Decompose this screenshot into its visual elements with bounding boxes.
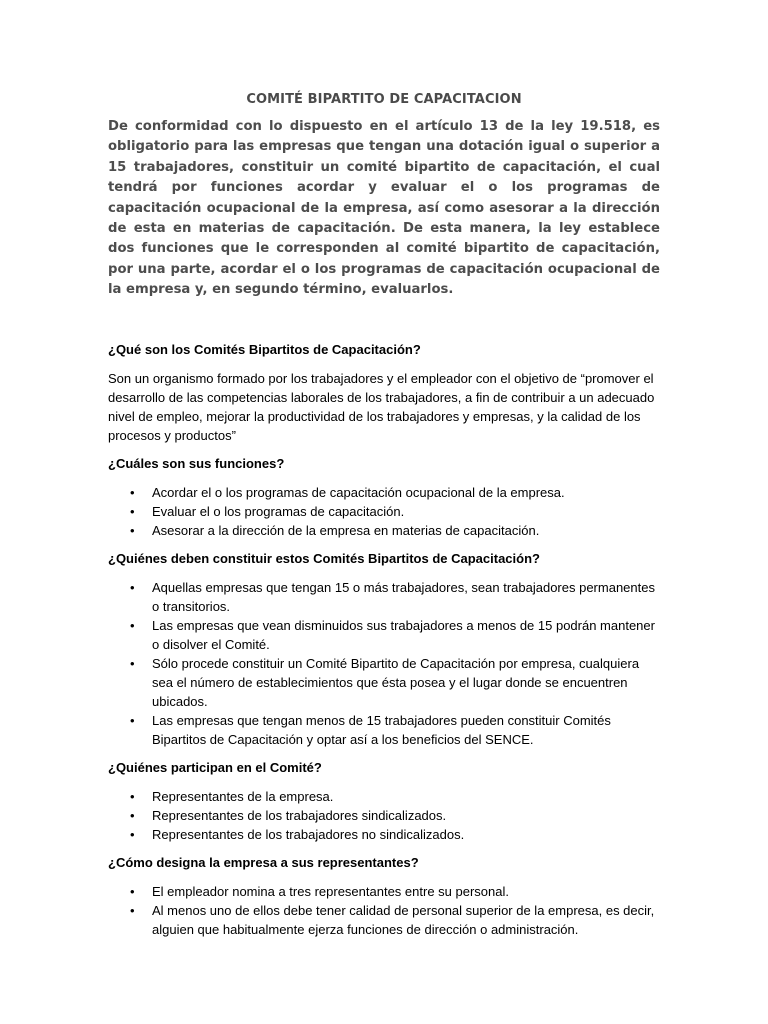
bullet-icon: • xyxy=(130,902,135,918)
bullet-icon: • xyxy=(130,522,135,538)
list-item-text: Las empresas que tengan menos de 15 trabajadores pueden constituir Comités Bipartitos de Capacitación y optar así a los beneficios del SENCE. xyxy=(152,712,611,747)
question-participants: ¿Quiénes participan en el Comité? xyxy=(108,759,322,775)
list-item-text: Acordar el o los programas de capacitación ocupacional de la empresa. xyxy=(152,484,565,500)
bullet-icon: • xyxy=(130,807,135,823)
bullet-icon: • xyxy=(130,712,135,728)
functions-list xyxy=(108,483,660,540)
bullet-icon: • xyxy=(130,579,135,595)
list-item-text: Representantes de los trabajadores sindicalizados. xyxy=(152,807,447,823)
answer-what: Son un organismo formado por los trabajadores y el empleador con el objetivo de “promover el desarrollo de las competencias laborales de los trabajadores, a fin de contribuir a un adecuado nivel de empleo, mejorar la productividad de los trabajadores y empresas, y la calidad de los procesos y productos” xyxy=(108,370,655,443)
question-who-constitutes: ¿Quiénes deben constituir estos Comités Bipartitos de Capacitación? xyxy=(108,550,540,566)
list-item xyxy=(108,578,660,616)
list-item xyxy=(108,806,660,825)
list-item xyxy=(108,882,660,901)
bullet-icon: • xyxy=(130,788,135,804)
list-item xyxy=(108,521,660,540)
participants-list xyxy=(108,787,660,844)
list-item-text: El empleador nomina a tres representantes entre su personal. xyxy=(152,883,509,899)
designation-list xyxy=(108,882,660,939)
bullet-icon: • xyxy=(130,617,135,633)
document-title: COMITÉ BIPARTITO DE CAPACITACION xyxy=(246,92,522,107)
list-item-text: Representantes de los trabajadores no sindicalizados. xyxy=(152,826,465,842)
question-what: ¿Qué son los Comités Bipartitos de Capacitación? xyxy=(108,341,421,357)
list-item xyxy=(108,483,660,502)
list-item-text: Evaluar el o los programas de capacitación. xyxy=(152,503,405,519)
list-item xyxy=(108,711,660,749)
list-item xyxy=(108,787,660,806)
bullet-icon: • xyxy=(130,503,135,519)
list-item-text: Asesorar a la dirección de la empresa en materias de capacitación. xyxy=(152,522,540,538)
list-item-text: Representantes de la empresa. xyxy=(152,788,334,804)
bullet-icon: • xyxy=(130,883,135,899)
question-designation: ¿Cómo designa la empresa a sus representantes? xyxy=(108,854,419,870)
list-item-text: Sólo procede constituir un Comité Bipartito de Capacitación por empresa, cualquiera sea el número de establecimientos que ésta posea y el lugar donde se encuentren ubicados. xyxy=(152,655,640,709)
who-constitutes-list xyxy=(108,578,660,749)
list-item-text: Al menos uno de ellos debe tener calidad de personal superior de la empresa, es decir, alguien que habitualmente ejerza funciones de dirección o administración. xyxy=(152,902,655,937)
question-functions: ¿Cuáles son sus funciones? xyxy=(108,455,285,471)
list-item xyxy=(108,502,660,521)
list-item xyxy=(108,901,660,939)
list-item xyxy=(108,654,660,711)
list-item xyxy=(108,825,660,844)
list-item xyxy=(108,616,660,654)
bullet-icon: • xyxy=(130,655,135,671)
intro-paragraph: De conformidad con lo dispuesto en el artículo 13 de la ley 19.518, es obligatorio para las empresas que tengan una dotación igual o superior a 15 trabajadores, constituir un comité bipartito de capacitación, el cual tendrá por funciones acordar y evaluar el o los programas de capacitación ocupacional de la empresa, así como asesorar a la dirección de esta en materias de capacitación. De esta manera, la ley establece dos funciones que le corresponden al comité bipartito de capacitación, por una parte, acordar el o los programas de capacitación ocupacional de la empresa y, en segundo término, evaluarlos. xyxy=(108,119,660,298)
bullet-icon: • xyxy=(130,826,135,842)
list-item-text: Aquellas empresas que tengan 15 o más trabajadores, sean trabajadores permanentes o transitorios. xyxy=(152,579,655,614)
list-item-text: Las empresas que vean disminuidos sus trabajadores a menos de 15 podrán mantener o disolver el Comité. xyxy=(152,617,655,652)
bullet-icon: • xyxy=(130,484,135,500)
